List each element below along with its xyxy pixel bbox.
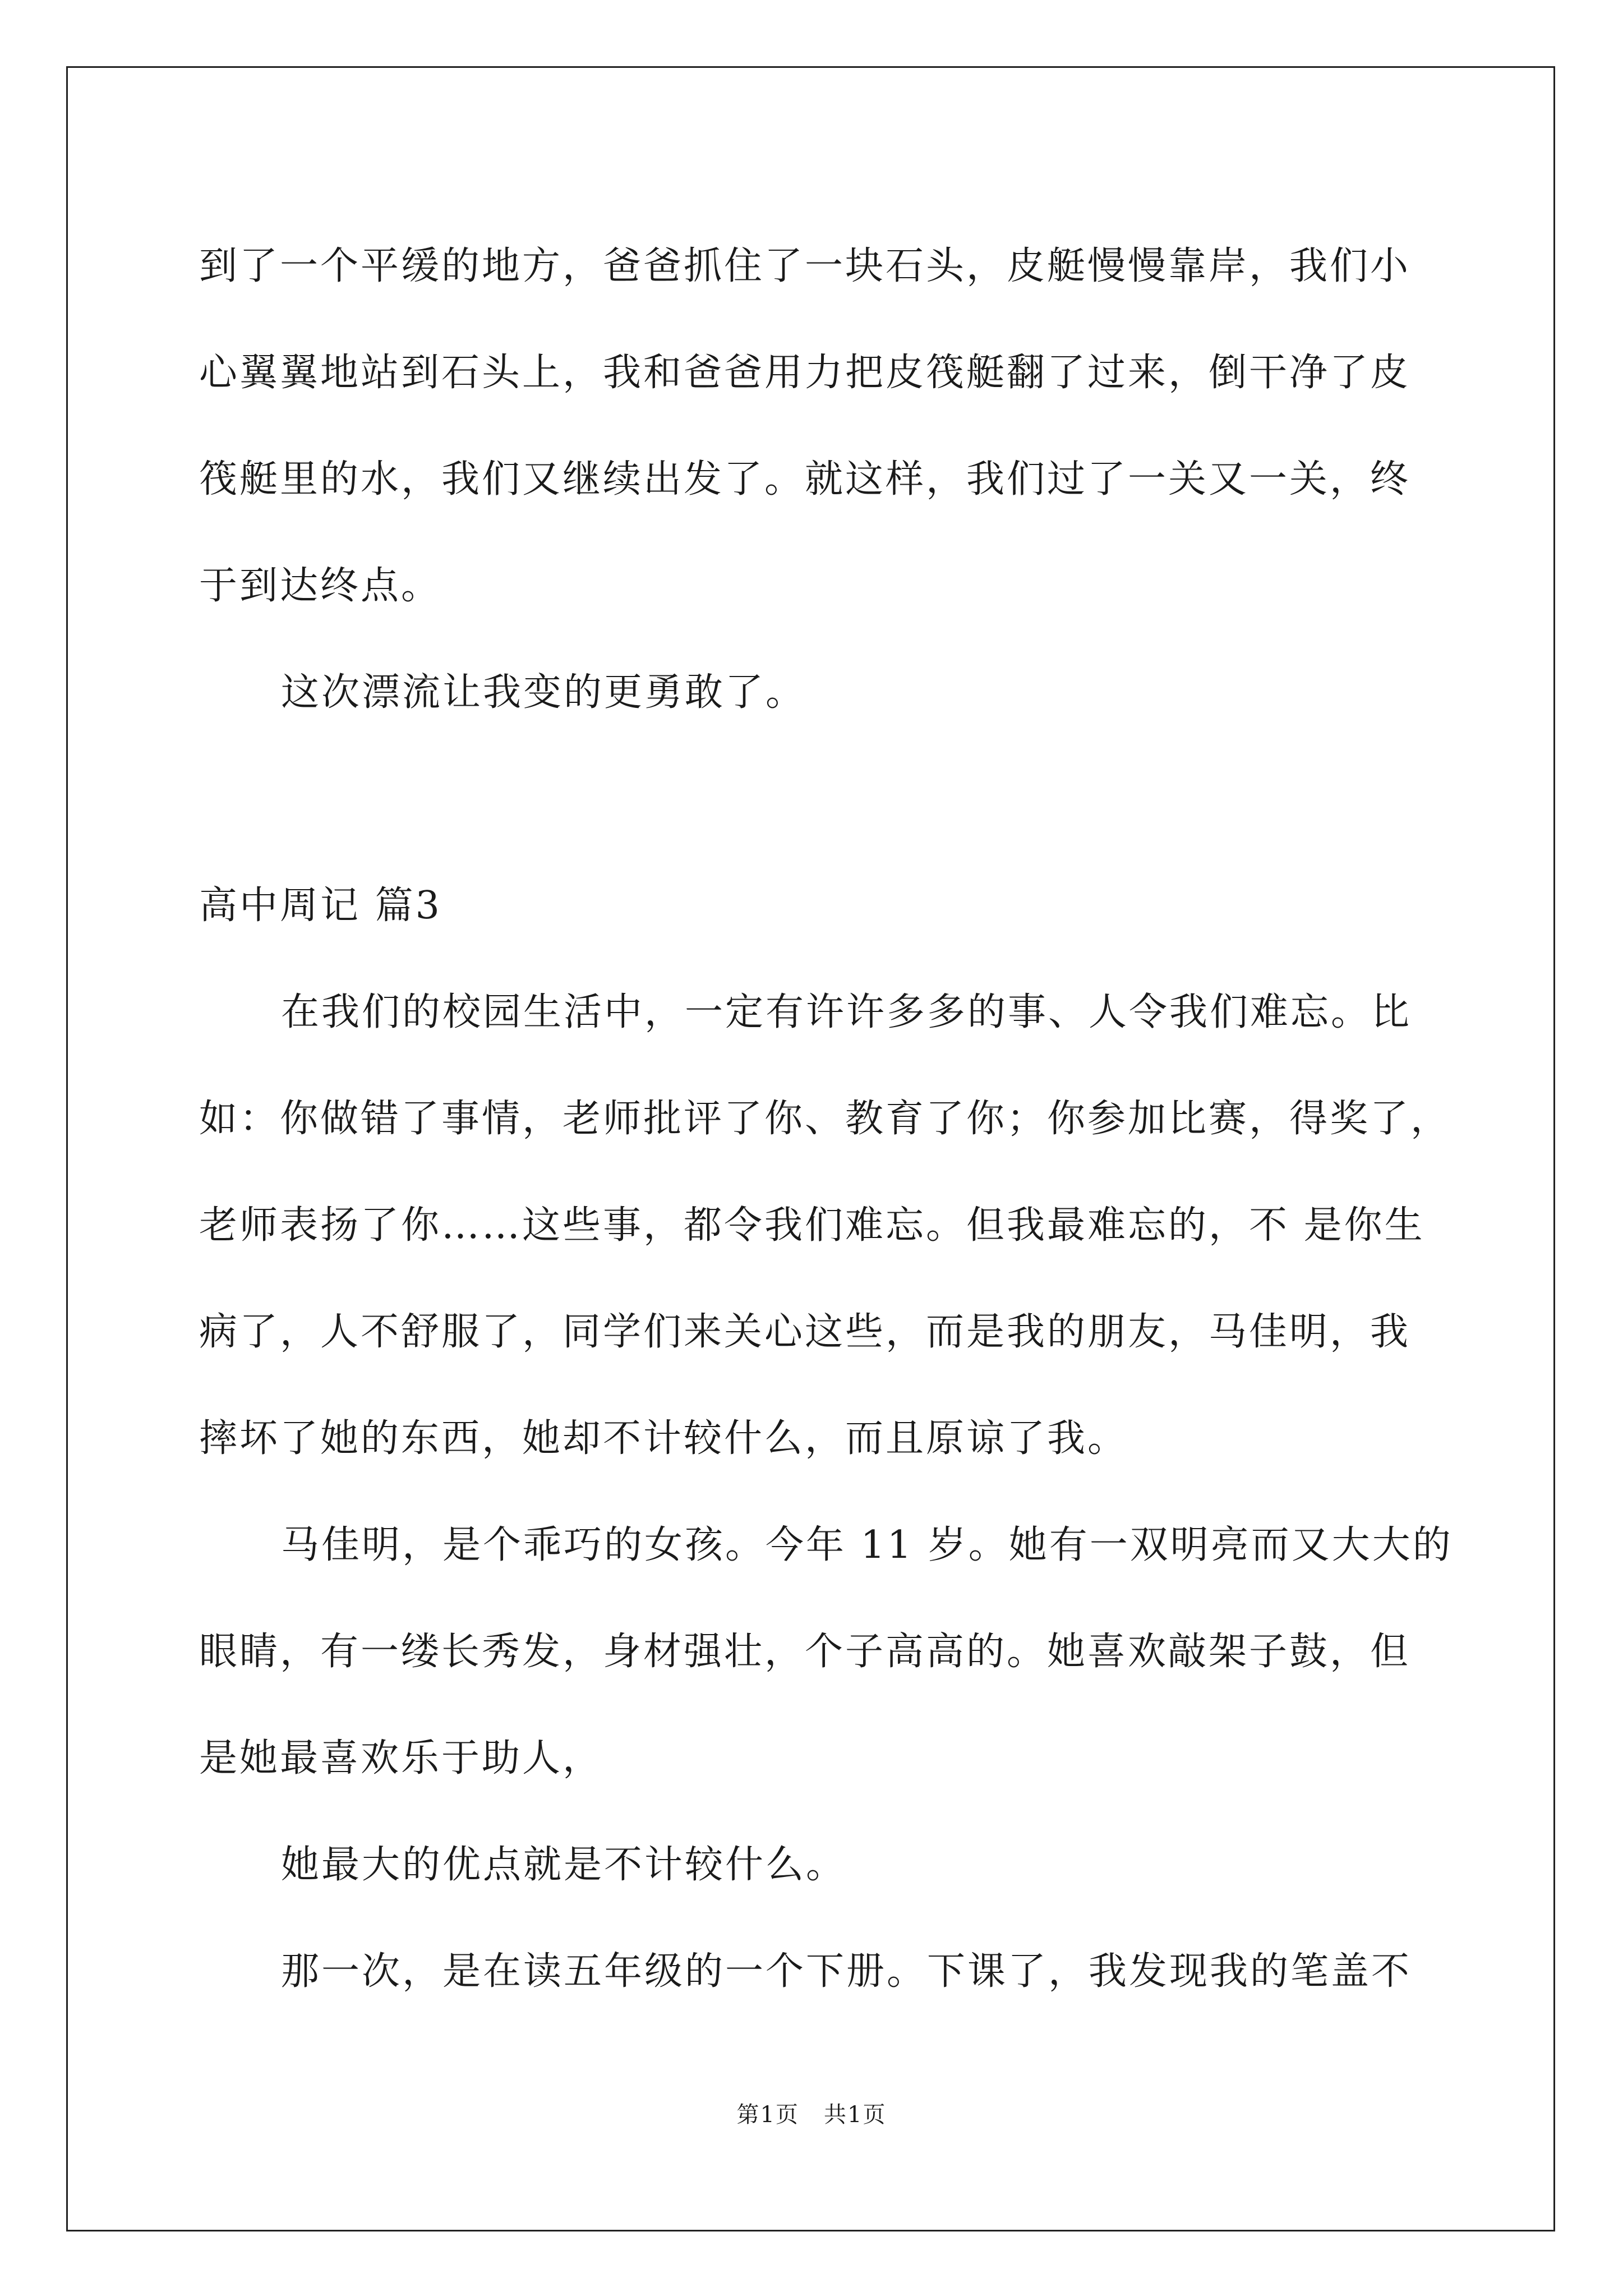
paragraph-line: 眼睛，有一缕长秀发，身材强壮，个子高高的。她喜欢敲架子鼓，但 [199,1630,1411,1674]
paragraph-line: 这次漂流让我变的更勇敢了。 [281,670,806,715]
section-spacer [199,746,1427,853]
paragraph-line: 老师表扬了你……这些事，都令我们难忘。但我最难忘的，不 是你生 [199,1203,1425,1248]
paragraph-line: 如：你做错了事情，老师批评了你、教育了你；你参加比赛，得奖了， [199,1097,1451,1141]
page-footer [0,2098,1623,2132]
paragraph-line: 于到达终点。 [199,564,442,608]
paragraph-line: 筏艇里的水，我们又继续出发了。就这样，我们过了一关又一关，终 [199,457,1411,501]
paragraph-line: 病了，人不舒服了，同学们来关心这些，而是我的朋友，马佳明，我 [199,1310,1411,1354]
paragraph-line: 在我们的校园生活中，一定有许许多多的事、人令我们难忘。比 [281,990,1412,1034]
paragraph-line: 她最大的优点就是不计较什么。 [281,1843,847,1887]
paragraph-line: 马佳明，是个乖巧的女孩。今年 11 岁。她有一双明亮而又大大的 [281,1523,1453,1567]
paragraph-line: 摔坏了她的东西，她却不计较什么，而且原谅了我。 [199,1416,1128,1461]
document-body [199,213,1453,2025]
section-heading: 高中周记 篇3 [199,884,442,928]
page-number: 第1页 [736,2102,799,2128]
paragraph-line: 心翼翼地站到石头上，我和爸爸用力把皮筏艇翻了过来，倒干净了皮 [199,351,1411,395]
page-total: 共1页 [824,2102,887,2128]
paragraph-line: 那一次，是在读五年级的一个下册。下课了，我发现我的笔盖不 [281,1949,1412,1994]
paragraph-line: 是她最喜欢乐于助人， [199,1736,603,1780]
paragraph-line: 到了一个平缓的地方，爸爸抓住了一块石头，皮艇慢慢靠岸，我们小 [199,244,1411,288]
